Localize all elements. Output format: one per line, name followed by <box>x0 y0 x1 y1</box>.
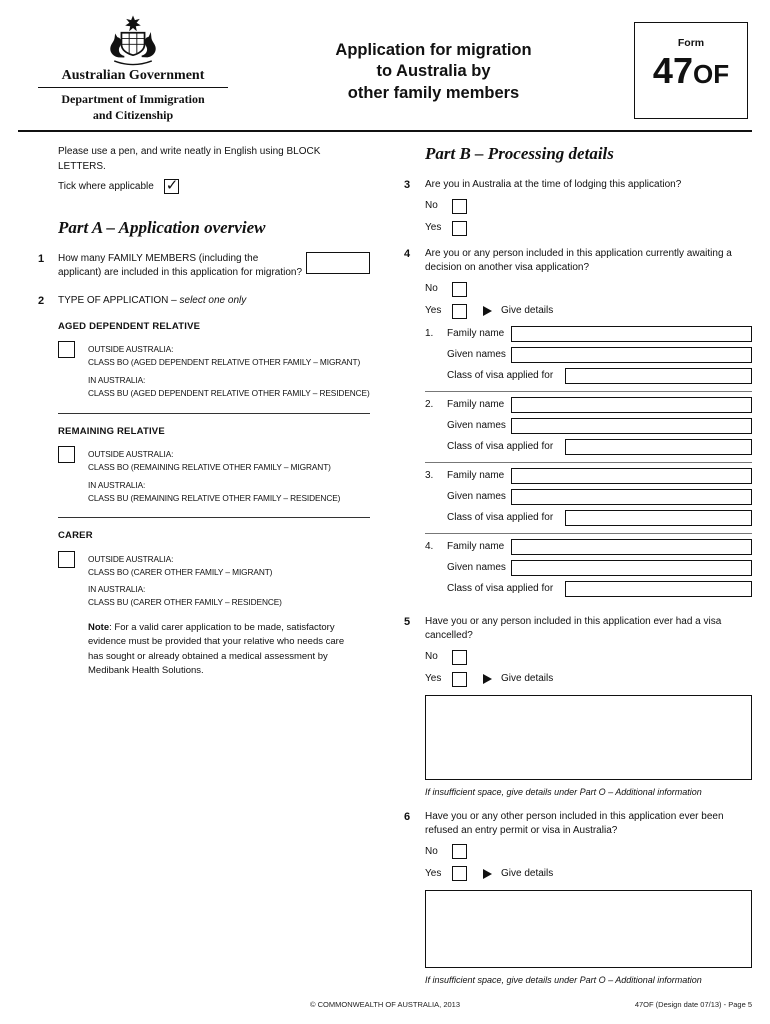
given-names-input[interactable] <box>511 489 752 505</box>
question-2-label-italic: select one only <box>179 295 247 306</box>
visa-class-label: Class of visa applied for <box>447 441 554 452</box>
q5-yes-checkbox[interactable] <box>452 672 467 687</box>
tick-instruction-row <box>58 179 370 194</box>
given-names-label: Given names <box>447 562 506 573</box>
form-number-box <box>634 22 748 119</box>
option-divider <box>58 517 370 518</box>
outside-australia-label: OUTSIDE AUSTRALIA: <box>88 553 174 564</box>
insufficient-space-note: If insufficient space, give details under Part O – Additional information <box>425 787 702 797</box>
q6-no-row <box>425 844 752 860</box>
part-b-title: Part B – Processing details <box>425 144 614 163</box>
q5-yes-row <box>425 671 752 687</box>
q4-no-checkbox[interactable] <box>452 282 467 297</box>
give-details-label: Give details <box>501 305 554 316</box>
copyright-text: © COMMONWEALTH OF AUSTRALIA, 2013 <box>310 1000 460 1009</box>
question-6-text: Have you or any other person included in this application ever been refused an entry permit or visa in Australia? <box>425 810 724 836</box>
question-2 <box>38 294 370 678</box>
option-divider <box>58 413 370 414</box>
page-info-text: 47OF (Design date 07/13) - Page 5 <box>634 1000 752 1009</box>
question-1-text: How many FAMILY MEMBERS (including the applicant) are included in this application for migration? <box>58 253 303 278</box>
no-label: No <box>425 845 438 857</box>
visa-cancelled-details-box[interactable] <box>425 695 752 780</box>
form-number-main: 47 <box>652 50 693 91</box>
visa-class-input[interactable] <box>565 368 752 384</box>
outside-australia-label: OUTSIDE AUSTRALIA: <box>88 449 174 460</box>
in-class-text: CLASS BU (REMAINING RELATIVE OTHER FAMILY – RESIDENCE) <box>88 492 341 503</box>
question-4 <box>404 247 752 604</box>
family-name-label: Family name <box>447 399 505 410</box>
right-column <box>404 144 752 997</box>
yes-label: Yes <box>425 673 442 684</box>
carer-note <box>88 621 350 678</box>
entry-divider <box>425 533 752 534</box>
carer-note-text: : For a valid carer application to be made, satisfactory evidence must be provided that your relative who needs care has sought or already obtained a medical assessment by Medibank Health Solutions. <box>88 622 345 676</box>
carer-note-label: Note <box>88 622 110 634</box>
form-title <box>316 40 551 104</box>
outside-class-text: CLASS BO (CARER OTHER FAMILY – MIGRANT) <box>88 566 273 577</box>
part-a-title: Part A – Application overview <box>58 218 266 237</box>
family-name-input[interactable] <box>511 468 752 484</box>
given-names-input[interactable] <box>511 418 752 434</box>
outside-class-text: CLASS BO (REMAINING RELATIVE OTHER FAMILY – MIGRANT) <box>88 461 331 472</box>
form-header <box>18 14 752 126</box>
tick-example-checkbox <box>164 179 179 194</box>
department-name <box>38 92 228 123</box>
family-name-label: Family name <box>447 541 505 552</box>
option-heading: CARER <box>58 530 93 542</box>
visa-class-input[interactable] <box>565 581 752 597</box>
give-details-arrow-icon <box>483 306 492 316</box>
no-label: No <box>425 283 438 294</box>
give-details-arrow-icon <box>483 674 492 684</box>
q6-yes-row <box>425 866 752 882</box>
form-title-line3: other family members <box>347 83 520 102</box>
visa-class-input[interactable] <box>565 510 752 526</box>
question-3-text: Are you in Australia at the time of lodging this application? <box>425 179 682 190</box>
question-2-text <box>58 294 370 308</box>
visa-class-label: Class of visa applied for <box>447 583 554 594</box>
family-name-label: Family name <box>447 470 505 481</box>
q3-no-row <box>425 198 752 214</box>
visa-class-label: Class of visa applied for <box>447 370 554 381</box>
give-details-label: Give details <box>501 867 554 879</box>
q4-no-row <box>425 281 752 297</box>
question-5 <box>404 615 752 799</box>
question-5-text: Have you or any person included in this application ever had a visa cancelled? <box>425 616 722 641</box>
visa-class-label: Class of visa applied for <box>447 512 554 523</box>
q4-yes-checkbox[interactable] <box>452 304 467 319</box>
question-2-label: TYPE OF APPLICATION – <box>58 295 180 306</box>
give-details-label: Give details <box>501 673 554 684</box>
outside-australia-label: OUTSIDE AUSTRALIA: <box>88 344 174 355</box>
given-names-label: Given names <box>447 349 506 360</box>
q6-no-checkbox[interactable] <box>452 844 467 859</box>
form-title-line1: Application for migration <box>335 41 532 59</box>
page-footer <box>0 1000 770 1012</box>
question-1 <box>38 252 370 280</box>
q5-no-row <box>425 649 752 665</box>
yes-label: Yes <box>425 867 442 879</box>
pen-instruction: Please use a pen, and write neatly in English using BLOCK LETTERS. <box>58 146 321 172</box>
government-name: Australian Government <box>38 68 228 88</box>
yes-label: Yes <box>425 305 442 316</box>
visa-refused-details-box[interactable] <box>425 890 752 968</box>
tick-instruction-label: Tick where applicable <box>58 181 154 192</box>
aged-dependent-relative-checkbox[interactable] <box>58 341 75 358</box>
entry-number: 1. <box>425 328 434 339</box>
question-5-number: 5 <box>404 616 411 628</box>
form-number <box>635 52 747 90</box>
remaining-relative-checkbox[interactable] <box>58 446 75 463</box>
q3-yes-checkbox[interactable] <box>452 221 467 236</box>
question-3-number: 3 <box>404 179 411 191</box>
family-members-count-input[interactable] <box>306 252 370 274</box>
government-crest-block <box>38 14 228 123</box>
in-australia-label: IN AUSTRALIA: <box>88 584 146 595</box>
visa-class-input[interactable] <box>565 439 752 455</box>
department-line1: Department of Immigration <box>61 92 205 106</box>
in-class-text: CLASS BU (AGED DEPENDENT RELATIVE OTHER FAMILY – RESIDENCE) <box>88 387 370 398</box>
q5-no-checkbox[interactable] <box>452 650 467 665</box>
q6-yes-checkbox[interactable] <box>452 866 467 881</box>
family-name-label: Family name <box>447 328 505 339</box>
option-heading: REMAINING RELATIVE <box>58 425 165 437</box>
option-remaining-relative <box>58 425 370 505</box>
tick-icon: ✓ <box>165 177 179 194</box>
form-number-suffix: OF <box>692 59 730 89</box>
question-4-text: Are you or any person included in this application currently awaiting a decision on another visa application? <box>425 248 732 273</box>
left-column <box>18 144 370 997</box>
visa-application-entry <box>425 397 752 462</box>
question-2-number: 2 <box>38 295 45 307</box>
given-names-input[interactable] <box>511 347 752 363</box>
visa-application-entry <box>425 539 752 604</box>
visa-application-entry <box>425 326 752 391</box>
yes-label: Yes <box>425 222 442 233</box>
form-columns <box>18 144 752 997</box>
insufficient-space-note: If insufficient space, give details under Part O – Additional information <box>425 974 702 985</box>
given-names-label: Given names <box>447 491 506 502</box>
question-6 <box>404 810 752 987</box>
option-heading: AGED DEPENDENT RELATIVE <box>58 321 201 332</box>
department-line2: and Citizenship <box>92 107 174 122</box>
question-4-number: 4 <box>404 248 411 260</box>
option-aged-dependent-relative <box>58 320 370 400</box>
no-label: No <box>425 651 438 662</box>
entry-divider <box>425 462 752 463</box>
option-carer <box>58 529 370 609</box>
q3-yes-row <box>425 220 752 236</box>
family-name-input[interactable] <box>511 397 752 413</box>
australian-coat-of-arms-icon <box>89 14 177 66</box>
outside-class-text: CLASS BO (AGED DEPENDENT RELATIVE OTHER FAMILY – MIGRANT) <box>88 357 361 368</box>
q3-no-checkbox[interactable] <box>452 199 467 214</box>
question-3 <box>404 178 752 236</box>
entry-number: 2. <box>425 399 434 410</box>
family-name-input[interactable] <box>511 326 752 342</box>
visa-application-entry <box>425 468 752 533</box>
in-australia-label: IN AUSTRALIA: <box>88 375 146 386</box>
entry-divider <box>425 391 752 392</box>
header-divider <box>18 130 752 132</box>
in-australia-label: IN AUSTRALIA: <box>88 479 146 490</box>
instructions-block <box>58 144 370 194</box>
question-6-number: 6 <box>404 810 411 823</box>
form-title-line2: to Australia by <box>376 62 491 81</box>
family-name-input[interactable] <box>511 539 752 555</box>
entry-number: 3. <box>425 470 434 481</box>
entry-number: 4. <box>425 541 434 552</box>
visa-application-entries <box>425 326 752 604</box>
no-label: No <box>425 200 438 211</box>
give-details-arrow-icon <box>483 869 492 879</box>
form-word-label: Form <box>677 37 705 49</box>
given-names-label: Given names <box>447 420 506 431</box>
carer-checkbox[interactable] <box>58 551 75 568</box>
question-1-number: 1 <box>38 253 45 265</box>
given-names-input[interactable] <box>511 560 752 576</box>
in-class-text: CLASS BU (CARER OTHER FAMILY – RESIDENCE) <box>88 597 282 608</box>
q4-yes-row <box>425 303 752 319</box>
